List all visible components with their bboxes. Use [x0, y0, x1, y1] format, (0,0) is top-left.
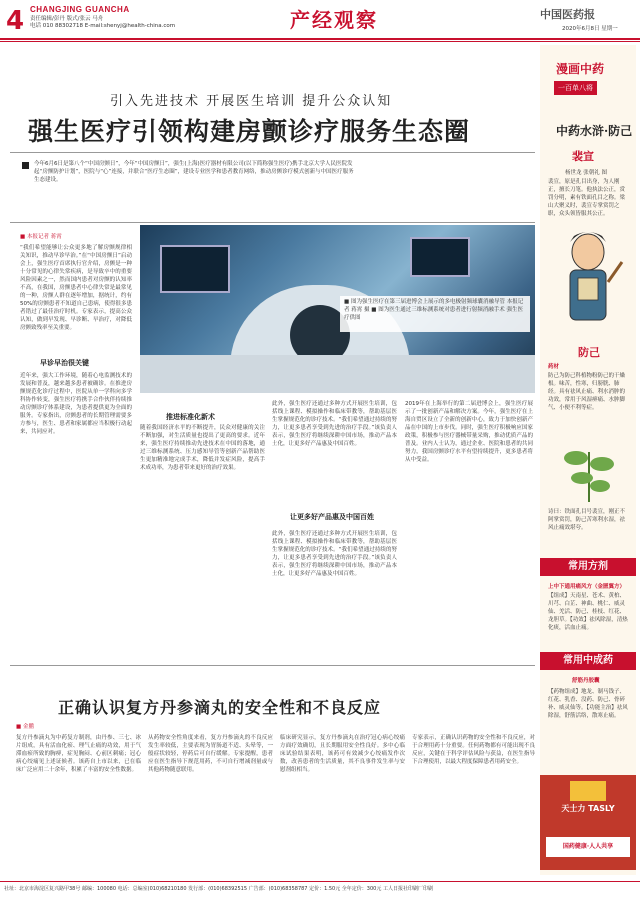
verse: 诗曰：铁面孔目号裴宣，刚正不阿掌赏罚，防己苦寒利水湿，祛风止痛效堪夸。 — [548, 509, 626, 531]
lead-text: 今年6月6日是第八个“中国房颤日”，今年“中国房颤日”，强生(上海)医疗器材有限公司(以下简称强生医疗)携手北京大学人民医院发起“房颤防护计划”，医院与“心”连接，并联合“医疗生态圈”，建设专业医学和患者教育网络，推动房颤诊疗模式创新与中国医疗服务生态建设。 — [34, 161, 354, 183]
column-rubric: 中药水浒·防己 — [556, 124, 633, 138]
column-head-3: 让更多好产品惠及中国百姓 — [290, 513, 374, 521]
photo-caption: ■ 图为强生医疗在第三届进博会上展示的多电极射频球囊消融导管 本报记者 蒋霄 摄 ■ 图为医生通过三维标测系统对患者进行射频消融手术 强生医疗供图 — [340, 296, 530, 332]
main-col-5: 2019年在上海举行的第二届进博会上，强生医疗展示了一批创新产品和解决方案。今年，强生医疗在上海自贸区设立了全新的创新中心，致力于加快创新产品在中国的上市步伐。同时，强生医疗积极响应国家政策，积极参与医疗器械带量采购，推动优质产品的普及。业内人士认为，通过企业、医院和患者的共同努力，我国房颤诊疗水平有望持续提升，更多患者将从中受益。 — [405, 401, 533, 463]
main-headline: 强生医疗引领构建房颤诊疗服务生态圈 — [28, 117, 471, 146]
bottom-col-2: 从药物安全性角度来看，复方丹参滴丸的不良反应发生率较低，主要表现为胃肠道不适、头晕等，一般症状较轻，停药后可自行缓解。专家提醒，患者应在医生指导下规范用药，不可自行增减剂量或与其他药物随意联用。 — [148, 735, 273, 773]
section-1-title: 裴宣 — [572, 150, 594, 163]
section-1-text: 裴宣，原是孔目出身，为人刚正，擅长刀笔。他执法公正，赏罚分明，素有铁面孔目之称。梁山大聚义时，裴宣专掌赏罚之职，众头领皆服其公正。 — [548, 179, 626, 217]
patient-bed — [140, 355, 535, 393]
column-logo-sub: 一百单八将 — [554, 81, 597, 95]
page-number: 4 — [6, 6, 25, 36]
monitor-screen-left — [160, 245, 230, 293]
staff-line-2: 电话 010 88302718 E-mail:shenyj@health-china.com — [30, 23, 176, 29]
common-formula-text: 【组成】天南星、苍术、黄柏、川芎、白芷、神曲、桃仁、威灵仙、羌活、防己、桂枝、红花、龙胆草。【功效】祛风除湿，清热化痰，活血止痛。 — [548, 593, 628, 631]
title-rule — [10, 152, 535, 153]
bottom-col-4: 专家表示，正确认识药物的安全性和不良反应，对于合理用药十分重要。任何药物都有可能出现不良反应，关键在于科学评估风险与获益，在医生指导下合理使用，以最大程度保障患者用药安全。 — [412, 735, 535, 765]
paper-date: 2020年6月8日 星期一 — [562, 26, 618, 32]
footer-imprint: 社址：北京市海淀区复兴路甲38号 邮编：100080 电话：总编室(010)68210180 发行部：(010)68392515 广告部：(010)68358787 定价：1.50元 全年定价：300元 工人日报社印刷厂印刷 — [4, 886, 433, 892]
bottom-col-3: 临床研究显示，复方丹参滴丸在治疗冠心病心绞痛方面疗效确切，且长期服用安全性良好。多中心临床试验结果表明，该药可有效减少心绞痛发作次数，改善患者的生活质量，其不良事件发生率与安慰剂组相当。 — [280, 735, 405, 773]
main-col-2: 近年来，强大工作环境，随着心电监测技术的发展和普及，越来越多患者被确诊。在推进房颤规范化诊疗过程中，医院从单一学科向多学科协作转变，强生医疗将携手合作伙伴持续推动房颤诊疗体系建设，为患者提供更为全面的服务。专家指出，房颤患者的长期管理需要多方参与，医生、患者和家属都应当积极行动起来，共同应对。 — [20, 373, 132, 435]
lead-square-icon — [22, 162, 29, 169]
monitor-screen-right — [410, 237, 470, 277]
column-logo — [548, 55, 628, 107]
sponsor-logo-icon — [570, 781, 606, 801]
proprietary-head: 常用中成药 — [540, 652, 636, 670]
masthead-rule — [0, 38, 640, 40]
main-subhead: 引入先进技术 开展医生培训 提升公众认知 — [110, 94, 393, 109]
character-illustration — [548, 222, 628, 332]
staff-line-1: 责任编辑/彭丹 版式/张云 马舟 — [30, 16, 104, 22]
staff-info — [30, 16, 175, 30]
section-1-author: 杨世龙 张朝礼 图 — [565, 170, 607, 176]
paper-name-en: CHANGJING GUANCHA — [30, 5, 130, 14]
sponsor-brand: 天士力 TASLY — [561, 804, 615, 813]
main-col-4: 此外，强生医疗还通过多种方式开展医生培训，包括线上课程、模拟操作和临床带教等，帮助基层医生掌握规范化的诊疗技术。“我们希望通过持续的努力，让更多患者享受到先进的治疗手段。”该负责人表示，强生医疗将继续深耕中国市场，推动产品本土化，让更多好产品惠及中国百姓。 — [272, 401, 397, 447]
paper-logo: 中国医药报 — [540, 8, 595, 21]
section-2-title: 防己 — [578, 346, 600, 359]
section-title: 产经观察 — [290, 8, 378, 32]
common-formula-head: 常用方剂 — [540, 558, 636, 576]
sponsor-ad[interactable] — [540, 775, 636, 870]
column-logo-title: 漫画中药 — [556, 62, 605, 76]
section-2-text: 防己为防己科植物粉防己的干燥根。味苦，性寒，归膀胱、肺经。具有祛风止痛、利水消肿的功效，常用于风湿痹痛、水肿脚气、小便不利等症。 — [548, 373, 626, 411]
main-byline: ■ 本报记者 蒋霄 — [20, 234, 62, 240]
bottom-rule — [10, 665, 535, 666]
common-formula-sub: 上中下通用痛风方（金匮翼方） — [548, 584, 626, 590]
main-col-3: 随着我国经济水平的不断提升，民众对健康的关注不断加强，对生活质量也提出了更高的要求。近年来，强生医疗持续推动先进技术在中国的落地，通过三维标测系统、压力感知导管等创新产品帮助医生更加精准地完成手术，降低并发症风险，提高手术成功率，为患者带来更好的治疗效果。 — [140, 425, 265, 471]
main-col-1: “我们希望能够让公众更多地了解房颤规律相关知识，推动早诊早治。”在“中国房颤日”启动会上，强生医疗首席执行官介绍，房颤是一种十分常见的心律失常疾病，是导致卒中的重要风险因素之一，然而国内患者对房颤的认知率不高，在我国，房颤患者中心律失常是最常见的一种，房颤人群在逐年增加，据统计，约有50%的房颤患者不知道自己患病，使得很多患者错过了最佳治疗时机。专家表示，提高公众认知，做到早发现、早诊断、早治疗，对降低房颤致残率至关重要。 — [20, 245, 132, 331]
masthead — [0, 0, 640, 40]
bottom-col-1: 复方丹参滴丸为中药复方制剂，由丹参、三七、冰片组成，具有活血化瘀、理气止痛的功效，用于气滞血瘀所致的胸痹，症见胸闷、心前区刺痛；冠心病心绞痛见上述证候者。该药自上市以来，已在临床广泛应用二十余年，积累了丰富的安全性数据。 — [16, 735, 141, 773]
proprietary-sub: 舒筋丹胶囊 — [572, 678, 600, 684]
section-2-label: 药材 — [548, 364, 560, 370]
column-head-1: 早诊早治很关键 — [40, 359, 89, 367]
lead-rule — [10, 222, 535, 223]
proprietary-text: 【药物组成】地龙、制马钱子、红花、乳香、没药、防己、骨碎补、威灵仙等。【功能主治】祛风除湿，舒筋活络，散寒止痛。 — [548, 689, 628, 719]
column-head-2: 推进标准化新术 — [166, 413, 215, 421]
sponsor-banner-text: 国药健康·人人共享 — [562, 843, 614, 850]
footer-rule — [0, 881, 640, 882]
lead-box — [20, 158, 525, 220]
herb-illustration — [552, 432, 626, 504]
main-col-4b: 此外，强生医疗还通过多种方式开展医生培训，包括线上课程、模拟操作和临床带教等，帮助基层医生掌握规范化的诊疗技术。“我们希望通过持续的努力，让更多患者享受到先进的治疗手段。”该负责人表示，强生医疗将继续深耕中国市场，推动产品本土化，让更多好产品惠及中国百姓。 — [272, 531, 397, 577]
bottom-byline: ■ 金鹏 — [16, 724, 34, 730]
masthead-rule-thin — [0, 41, 640, 42]
bottom-headline: 正确认识复方丹参滴丸的安全性和不良反应 — [58, 698, 382, 717]
